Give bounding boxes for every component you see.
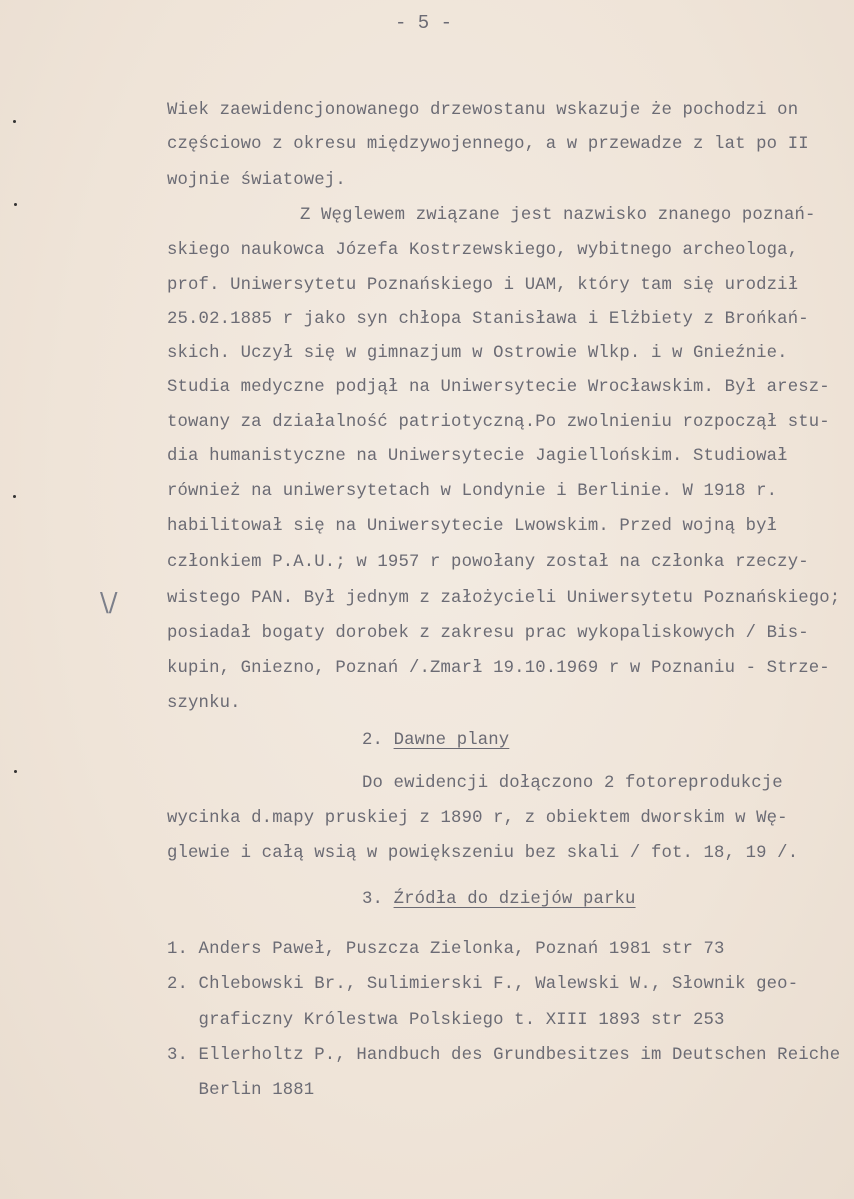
paragraph-2-line: dia humanistyczne na Uniwersytecie Jagiellońskim. Studiował — [167, 447, 788, 466]
paragraph-2-line: członkiem P.A.U.; w 1957 r powołany został na członka rzeczy- — [167, 553, 809, 572]
paragraph-1-line: wojnie światowej. — [167, 171, 346, 190]
paragraph-2-line: szynku. — [167, 694, 241, 713]
section-3-heading — [362, 889, 636, 911]
paper-speck — [13, 120, 16, 123]
paragraph-2-line: towany za działalność patriotyczną.Po zwolnieniu rozpoczął stu- — [167, 413, 830, 432]
section-3-number: 3. — [362, 890, 384, 909]
reference-item: graficzny Królestwa Polskiego t. XIII 1893 str 253 — [167, 1011, 725, 1030]
section-2-line: glewie i całą wsią w powiększeniu bez skali / fot. 18, 19 /. — [167, 844, 799, 863]
paragraph-2-line: skich. Uczył się w gimnazjum w Ostrowie Wlkp. i w Gnieźnie. — [167, 344, 788, 363]
paragraph-2-line: skiego naukowca Józefa Kostrzewskiego, wybitnego archeologa, — [167, 241, 799, 260]
paragraph-2-line: również na uniwersytetach w Londynie i Berlinie. W 1918 r. — [167, 482, 778, 501]
paragraph-1-line: częściowo z okresu międzywojennego, a w przewadze z lat po II — [167, 135, 809, 154]
paper-speck — [14, 203, 17, 206]
paragraph-2-line: Z Węglewem związane jest nazwisko znanego poznań- — [300, 206, 816, 225]
paragraph-2-line: habilitował się na Uniwersytecie Lwowskim. Przed wojną był — [167, 517, 778, 536]
paragraph-2-line: posiadał bogaty dorobek z zakresu prac wykopaliskowych / Bis- — [167, 624, 809, 643]
paper-speck — [14, 770, 17, 773]
section-2-number: 2. — [362, 731, 384, 750]
section-2-title: Dawne plany — [393, 731, 510, 750]
reference-item: 3. Ellerholtz P., Handbuch des Grundbesitzes im Deutschen Reiche — [167, 1046, 841, 1065]
page-number: - 5 - — [395, 12, 453, 34]
paragraph-2-line: 25.02.1885 r jako syn chłopa Stanisława i Elżbiety z Brońkań- — [167, 310, 809, 329]
paragraph-2-line: kupin, Gniezno, Poznań /.Zmarł 19.10.1969 r w Poznaniu - Strze- — [167, 659, 830, 678]
section-2-line: Do ewidencji dołączono 2 fotoreprodukcje — [362, 774, 783, 793]
paragraph-2-line: wistego PAN. Był jednym z założycieli Uniwersytetu Poznańskiego; — [167, 589, 841, 608]
section-3-title: Źródła do dziejów parku — [393, 890, 636, 909]
section-2-line: wycinka d.mapy pruskiej z 1890 r, z obiektem dworskim w Wę- — [167, 809, 788, 828]
paragraph-2-line: prof. Uniwersytetu Poznańskiego i UAM, który tam się urodził — [167, 276, 799, 295]
paper-speck — [13, 495, 16, 498]
section-2-heading — [362, 730, 509, 752]
reference-item: Berlin 1881 — [167, 1081, 315, 1100]
paragraph-2-line: Studia medyczne podjął na Uniwersytecie Wrocławskim. Był aresz- — [167, 378, 830, 397]
reference-item: 2. Chlebowski Br., Sulimierski F., Walewski W., Słownik geo- — [167, 975, 799, 994]
margin-check-mark: \/ — [100, 588, 118, 618]
reference-item: 1. Anders Paweł, Puszcza Zielonka, Poznań 1981 str 73 — [167, 940, 725, 959]
paragraph-1-line: Wiek zaewidencjonowanego drzewostanu wskazuje że pochodzi on — [167, 101, 799, 120]
